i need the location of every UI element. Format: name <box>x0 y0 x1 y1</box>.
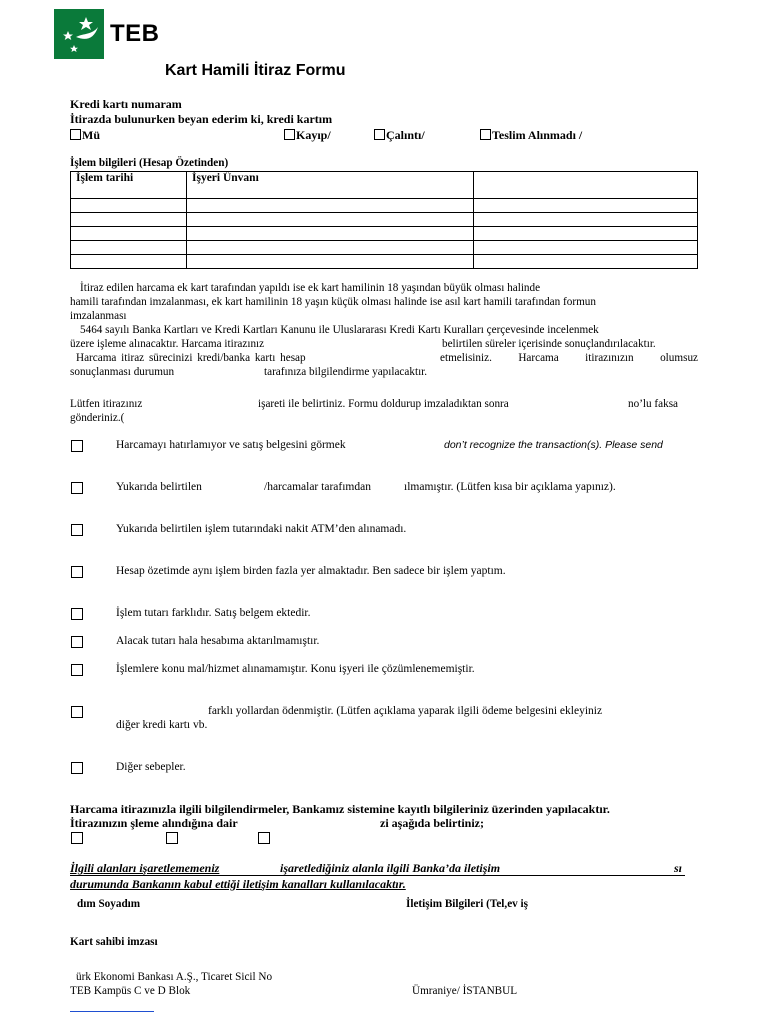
column-header: İşyeri Ünvanı <box>187 172 474 199</box>
warning-text: sı <box>674 861 683 875</box>
transactions-heading: İşlem bilgileri (Hesap Özetinden) <box>70 157 229 169</box>
option-checkbox[interactable] <box>71 762 83 774</box>
table-cell[interactable] <box>187 227 474 241</box>
table-row[interactable] <box>71 241 698 255</box>
table-cell[interactable] <box>187 213 474 227</box>
paragraph-line: imzalanması <box>70 310 127 322</box>
paragraph-line: 5464 sayılı Banka Kartları ve Kredi Kartları Kanunu ile Uluslararası Kredi Kartı Kuralları çerçevesinde incelenmek <box>80 324 599 336</box>
option-label: Alacak tutarı hala hesabıma aktarılmamıştır. <box>116 635 320 647</box>
form-title: Kart Hamili İtiraz Formu <box>165 62 346 79</box>
logo-text: TEB <box>110 20 160 47</box>
paragraph-line: sonuçlanması durumun <box>70 366 175 378</box>
table-cell[interactable] <box>71 199 187 213</box>
contact-checkbox[interactable] <box>258 832 270 844</box>
table-row[interactable] <box>71 213 698 227</box>
column-header: İşlem tarihi <box>71 172 187 199</box>
option-checkbox[interactable] <box>71 608 83 620</box>
paragraph-line: tarafınıza bilgilendirme yapılacaktır. <box>264 366 428 378</box>
table-cell[interactable] <box>187 199 474 213</box>
paragraph-line: belirtilen süreler içerisinde sonuçlandırılacaktır. <box>442 338 656 350</box>
warning-line: durumunda Bankanın kabul ettiği iletişim kanalları kullanılacaktır. <box>70 877 406 891</box>
option-label: Harcamayı hatırlamıyor ve satış belgesini görmek <box>116 439 346 451</box>
choice-label: Kayıp/ <box>296 128 331 142</box>
paragraph-line: etmelisiniz. Harcama itirazınızın olumsuz <box>440 352 698 364</box>
instruction-line: Lütfen itirazınız <box>70 398 143 410</box>
notification-text: zi aşağıda belirtiniz; <box>380 816 484 830</box>
table-cell[interactable] <box>474 199 698 213</box>
option-checkbox[interactable] <box>71 524 83 536</box>
option-label: Hesap özetimde aynı işlem birden fazla yer almaktadır. Ben sadece bir işlem yaptım. <box>116 565 506 577</box>
instruction-line: no’lu faksa <box>628 398 679 410</box>
checkbox[interactable] <box>374 129 385 140</box>
option-label-end: ılmamıştır. (Lütfen kısa bir açıklama yapınız). <box>404 481 616 493</box>
paragraph-line: üzere işleme alınacaktır. Harcama itirazınız <box>70 338 265 350</box>
footer-line: ürk Ekonomi Bankası A.Ş., Ticaret Sicil No <box>76 971 273 983</box>
notification-text: İtirazınızın şleme alındığına dair <box>70 816 238 830</box>
footer-link-underline[interactable] <box>70 1011 154 1012</box>
contact-checkbox[interactable] <box>71 832 83 844</box>
star-bird-logo-icon <box>54 9 104 59</box>
paragraph-line: hamili tarafından imzalanması, ek kart hamilinin 18 yaşın küçük olması halinde ise asıl kart hamili tarafından formun <box>70 296 596 308</box>
table-header-row <box>71 172 698 199</box>
warning-text: İlgili alanları işaretlememeniz <box>70 861 220 875</box>
option-label: Yukarıda belirtilen <box>116 481 202 493</box>
notification-text: Harcama itirazınızla ilgili bilgilendirmeler, Bankamız sistemine kayıtlı bilgileriniz üzerinden yapılacaktır. <box>70 802 610 816</box>
footer-line: Ümraniye/ İSTANBUL <box>412 985 518 997</box>
option-label: Diğer sebepler. <box>116 761 186 773</box>
table-cell[interactable] <box>474 227 698 241</box>
option-label-line2: diğer kredi kartı vb. <box>116 719 208 731</box>
table-cell[interactable] <box>71 213 187 227</box>
footer-line: TEB Kampüs C ve D Blok <box>70 985 191 997</box>
choice-stolen[interactable] <box>374 128 425 143</box>
instruction-line: işareti ile belirtiniz. Formu doldurup imzaladıktan sonra <box>258 398 509 410</box>
table-cell[interactable] <box>71 227 187 241</box>
choice-label: Çalıntı/ <box>386 128 425 142</box>
option-label-extra: don’t recognize the transaction(s). Please send <box>444 439 663 451</box>
contact-label: İletişim Bilgileri (Tel,ev iş <box>406 898 529 910</box>
teb-logo <box>54 9 168 59</box>
choice-label: Mü <box>82 128 100 142</box>
option-checkbox[interactable] <box>71 706 83 718</box>
instruction-line: gönderiniz.( <box>70 412 125 424</box>
checkbox[interactable] <box>284 129 295 140</box>
transactions-table <box>70 171 698 269</box>
option-label: İşlem tutarı farklıdır. Satış belgem ektedir. <box>116 607 311 619</box>
choice-not-received[interactable] <box>480 128 582 143</box>
choice-lost[interactable] <box>284 128 331 143</box>
table-row[interactable] <box>71 227 698 241</box>
paragraph-line: İtiraz edilen harcama ek kart tarafından yapıldı ise ek kart hamilinin 18 yaşından büyük olması halinde <box>80 282 541 294</box>
option-checkbox[interactable] <box>71 566 83 578</box>
contact-checkbox[interactable] <box>166 832 178 844</box>
table-cell[interactable] <box>474 213 698 227</box>
choice-mu[interactable] <box>70 128 100 143</box>
table-row[interactable] <box>71 255 698 269</box>
choice-label: Teslim Alınmadı / <box>492 128 583 142</box>
option-label: farklı yollardan ödenmiştir. (Lütfen açıklama yaparak ilgili ödeme belgesini ekleyiniz <box>208 705 603 717</box>
column-header <box>474 172 698 199</box>
table-cell[interactable] <box>474 241 698 255</box>
table-cell[interactable] <box>187 255 474 269</box>
option-checkbox[interactable] <box>71 664 83 676</box>
option-checkbox[interactable] <box>71 482 83 494</box>
card-number-label: Kredi kartı numaram <box>70 97 182 111</box>
signature-label: Kart sahibi imzası <box>70 936 158 948</box>
option-label: İşlemlere konu mal/hizmet alınamamıştır. Konu işyeri ile çözümlenememiştir. <box>116 663 475 675</box>
table-row[interactable] <box>71 199 698 213</box>
warning-text: işaretlediğiniz alanla ilgili Banka’da iletişim <box>280 861 501 875</box>
table-cell[interactable] <box>71 241 187 255</box>
declaration-text: İtirazda bulunurken beyan ederim ki, kredi kartım <box>70 112 333 126</box>
option-label: Yukarıda belirtilen işlem tutarındaki nakit ATM’den alınamadı. <box>116 523 407 535</box>
table-cell[interactable] <box>474 255 698 269</box>
option-label-mid: /harcamalar tarafımdan <box>264 481 371 493</box>
option-checkbox[interactable] <box>71 636 83 648</box>
paragraph-line: Harcama itiraz sürecinizi kredi/banka kartı hesap <box>76 352 306 364</box>
warning-line <box>70 861 685 876</box>
table-cell[interactable] <box>187 241 474 255</box>
checkbox[interactable] <box>480 129 491 140</box>
name-label: dım Soyadım <box>77 898 141 910</box>
option-checkbox[interactable] <box>71 440 83 452</box>
table-cell[interactable] <box>71 255 187 269</box>
checkbox[interactable] <box>70 129 81 140</box>
